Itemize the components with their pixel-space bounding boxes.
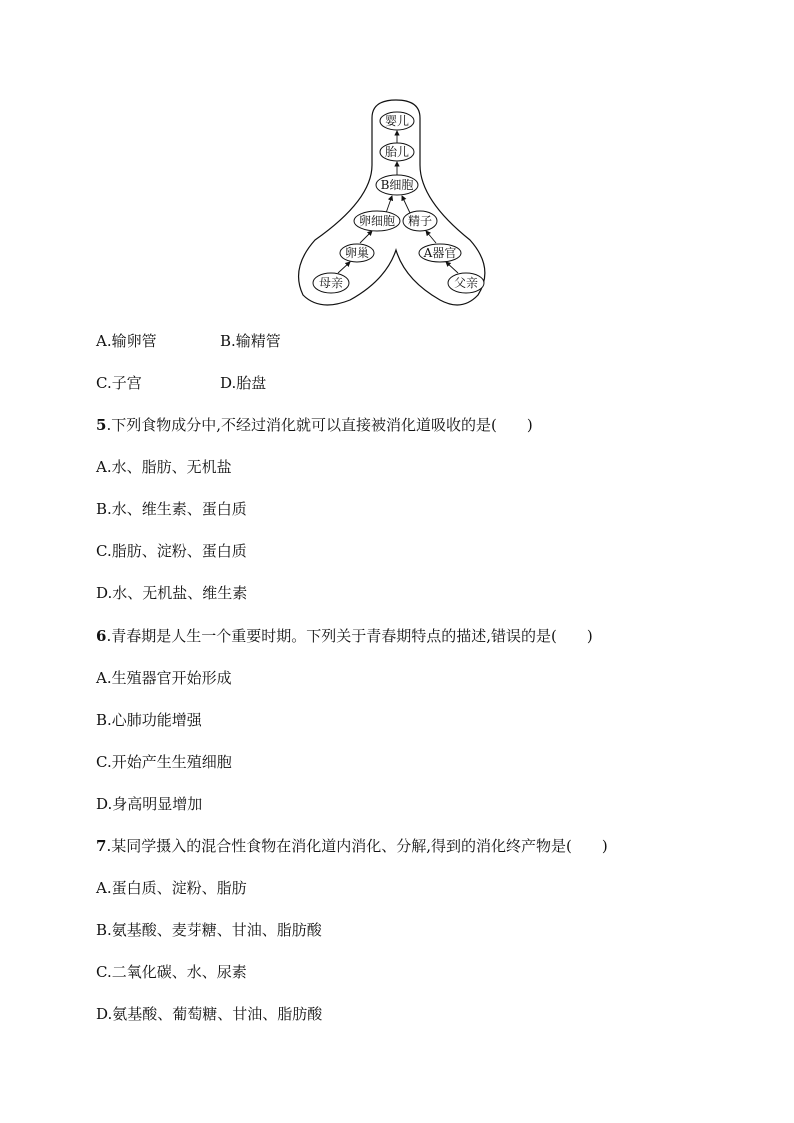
svg-text:卵巢: 卵巢 xyxy=(344,246,370,260)
q4-option-c[interactable]: C.子宫 xyxy=(96,374,142,392)
q4-option-b[interactable]: B.输精管 xyxy=(220,332,281,350)
reproduction-diagram xyxy=(290,95,490,315)
q5-option-c[interactable]: C.脂肪、淀粉、蛋白质 xyxy=(96,542,247,560)
node-father xyxy=(448,273,484,293)
svg-text:精子: 精子 xyxy=(407,214,433,228)
question-number: 6 xyxy=(96,627,107,645)
q7-option-c[interactable]: C.二氧化碳、水、尿素 xyxy=(96,963,247,981)
question-number: 7 xyxy=(96,837,107,855)
q6-option-c[interactable]: C.开始产生生殖细胞 xyxy=(96,753,232,771)
question-number: 5 xyxy=(96,416,107,434)
node-sperm xyxy=(403,211,437,231)
q5-option-a[interactable]: A.水、脂肪、无机盐 xyxy=(96,458,232,476)
svg-text:父亲: 父亲 xyxy=(453,276,479,290)
question-text: .青春期是人生一个重要时期。下列关于青春期特点的描述,错误的是( xyxy=(106,627,557,645)
arrow-sperm-bcell xyxy=(402,196,410,213)
q7-option-b[interactable]: B.氨基酸、麦芽糖、甘油、脂肪酸 xyxy=(96,921,322,939)
q4-option-d[interactable]: D.胎盘 xyxy=(220,374,267,392)
q7-option-a[interactable]: A.蛋白质、淀粉、脂肪 xyxy=(96,879,247,897)
svg-text:母亲: 母亲 xyxy=(318,276,344,290)
q5-option-d[interactable]: D.水、无机盐、维生素 xyxy=(96,584,248,602)
arrow-organ-sperm xyxy=(426,231,436,243)
question-6: 6.青春期是人生一个重要时期。下列关于青春期特点的描述,错误的是( ) xyxy=(96,627,593,645)
question-7: 7.某同学摄入的混合性食物在消化道内消化、分解,得到的消化终产物是( ) xyxy=(96,837,608,855)
q4-option-row-1 xyxy=(96,331,281,351)
q5-option-b[interactable]: B.水、维生素、蛋白质 xyxy=(96,500,247,518)
node-organ-a xyxy=(419,244,461,262)
q6-option-a[interactable]: A.生殖器官开始形成 xyxy=(96,669,232,687)
question-text: .下列食物成分中,不经过消化就可以直接被消化道吸收的是( xyxy=(106,416,497,434)
svg-text:卵细胞: 卵细胞 xyxy=(358,214,396,228)
svg-text:A器官: A器官 xyxy=(423,246,457,260)
q4-option-a[interactable]: A.输卵管 xyxy=(96,332,157,350)
q7-option-d[interactable]: D.氨基酸、葡萄糖、甘油、脂肪酸 xyxy=(96,1005,323,1023)
q4-option-row-2 xyxy=(96,373,267,393)
node-baby xyxy=(380,112,414,130)
svg-text:B细胞: B细胞 xyxy=(380,178,414,192)
arrow-father-organ xyxy=(446,262,458,273)
q6-option-d[interactable]: D.身高明显增加 xyxy=(96,795,203,813)
node-b-cell xyxy=(376,175,418,195)
arrow-ovary-egg xyxy=(360,231,372,243)
arrow-egg-bcell xyxy=(386,196,392,213)
node-egg xyxy=(354,211,400,231)
question-5: 5.下列食物成分中,不经过消化就可以直接被消化道吸收的是( ) xyxy=(96,416,533,434)
svg-text:胎儿: 胎儿 xyxy=(384,145,410,159)
arrow-mother-ovary xyxy=(338,262,350,273)
node-fetus xyxy=(380,143,414,161)
node-mother xyxy=(313,273,349,293)
question-text: .某同学摄入的混合性食物在消化道内消化、分解,得到的消化终产物是( xyxy=(106,837,572,855)
q6-option-b[interactable]: B.心肺功能增强 xyxy=(96,711,202,729)
node-ovary xyxy=(340,244,374,262)
svg-text:婴儿: 婴儿 xyxy=(384,114,410,128)
